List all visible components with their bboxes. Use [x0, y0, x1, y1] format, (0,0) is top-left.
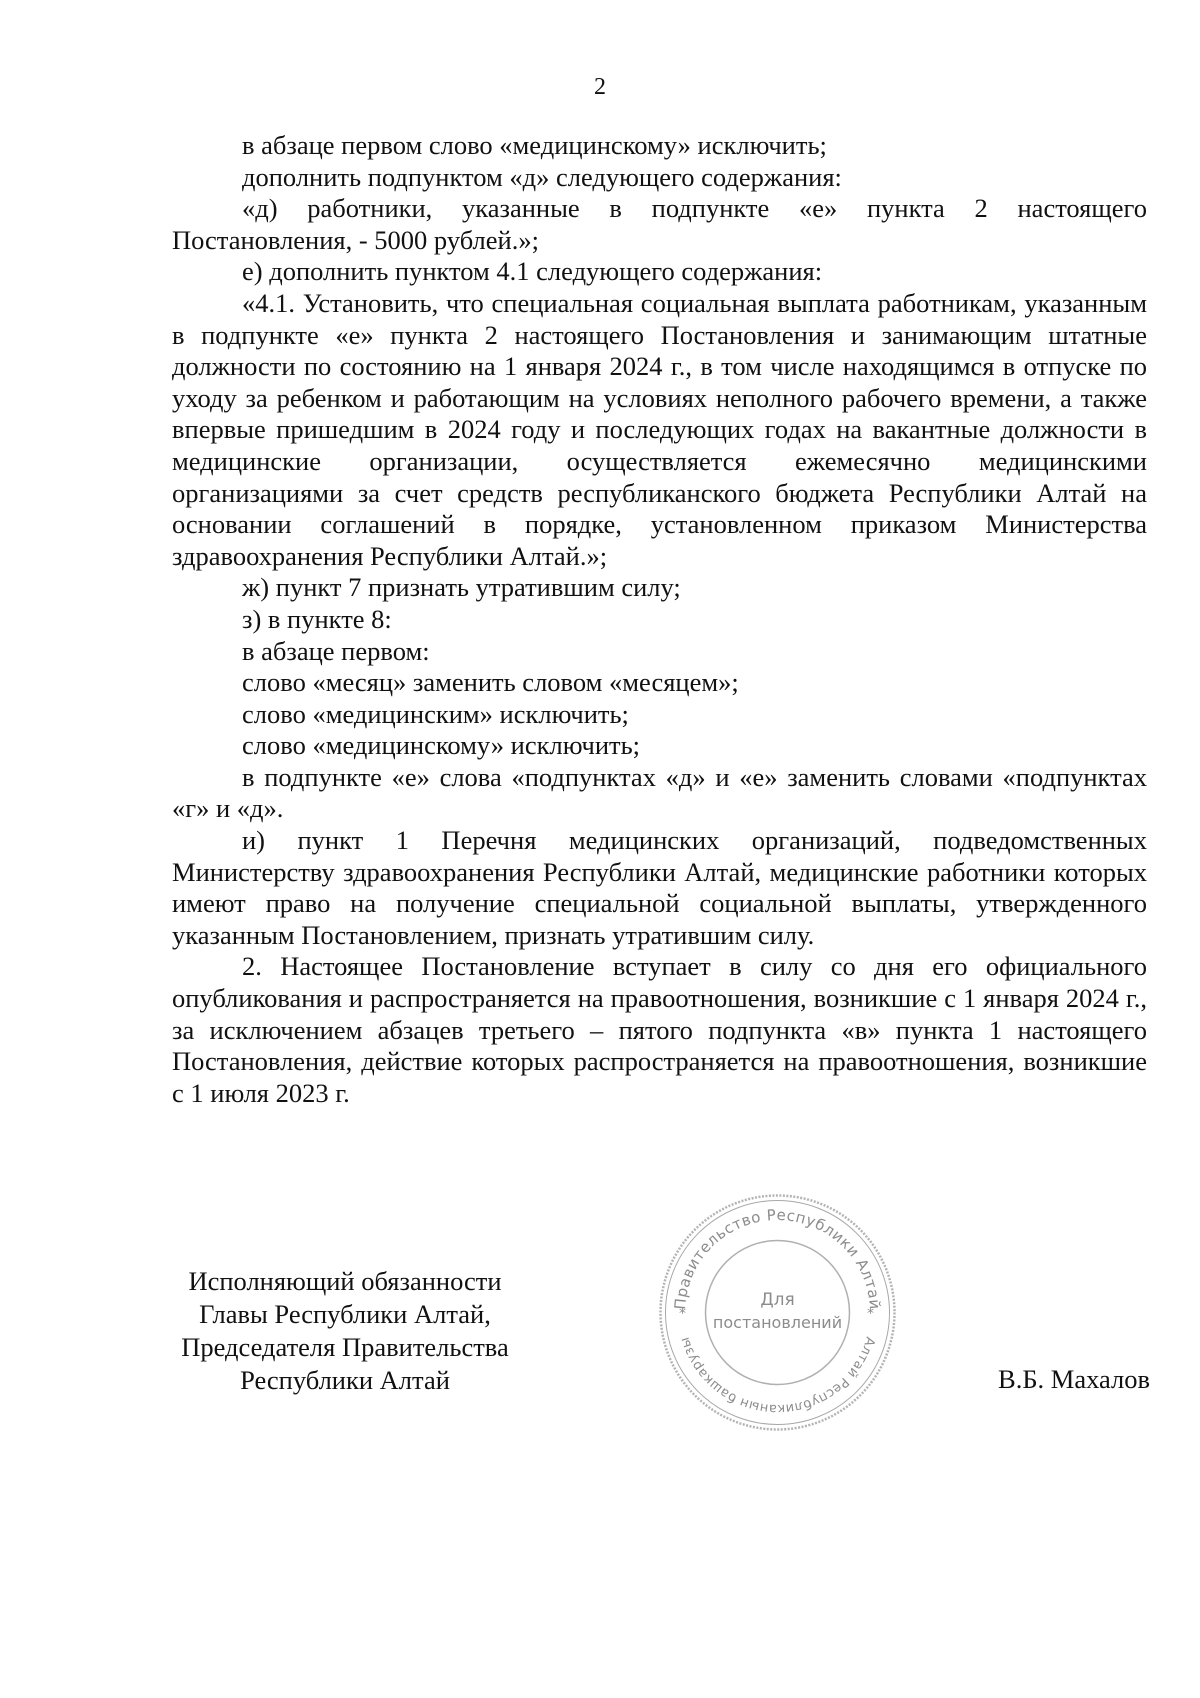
paragraph: в подпункте «е» слова «подпунктах «д» и «е» заменить словами «подпунктах «г» и «д». — [172, 761, 1147, 824]
paragraph: ж) пункт 7 признать утратившим силу; — [242, 572, 681, 603]
signatory-position-line: Председателя Правительства — [181, 1332, 509, 1362]
paragraph: з) в пункте 8: — [242, 603, 392, 634]
official-stamp — [655, 1190, 900, 1435]
star-icon: * — [867, 1306, 874, 1322]
page-number: 2 — [594, 74, 606, 100]
document-body — [172, 130, 1147, 1109]
paragraph: «4.1. Установить, что специальная социальная выплата работникам, указанным в подпункте «е» пункта 2 настоящего Постановления и занимающим штатные должности по состоянию на 1 января 2024 г., в том числе находящимся в отпуске по уходу за ребенком и работающим на условиях неполного рабочего времени, а также впервые пришедшим в 2024 году и последующих годах на вакантные должности в медицинские организации, осуществляется ежемесячно медицинскими организациями за счет средств республиканского бюджета Республики Алтай на основании соглашений в порядке, установленном приказом Министерства здравоохранения Республики Алтай.»; — [172, 287, 1147, 571]
star-icon: * — [679, 1306, 686, 1322]
paragraph: в абзаце первом слово «медицинскому» исключить; — [242, 130, 827, 160]
signatory-name: В.Б. Махалов — [998, 1364, 1150, 1394]
paragraph: и) пункт 1 Перечня медицинских организаций, подведомственных Министерству здравоохранения Республики Алтай, медицинские работники которых имеют право на получение специальной социальной выплаты, утвержденного указанным Постановлением, признать утратившим силу. — [172, 825, 1147, 950]
signatory-position — [160, 1265, 530, 1397]
stamp-center-line: постановлений — [712, 1313, 843, 1332]
paragraph: «д) работники, указанные в подпункте «е» пункта 2 настоящего Постановления, - 5000 рублей.»; — [172, 193, 1147, 255]
signatory-position-line: Республики Алтай — [240, 1365, 450, 1395]
paragraph: дополнить подпунктом «д» следующего содержания: — [242, 161, 842, 192]
signatory-position-line: Исполняющий обязанности — [188, 1266, 502, 1296]
paragraph: 2. Настоящее Постановление вступает в силу со дня его официального опубликования и распространяется на правоотношения, возникшие с 1 января 2024 г., за исключением абзацев третьего – пятого подпункта «в» пункта 1 настоящего Постановления, действие которых распространяется на правоотношения, возникшие с 1 июля 2023 г. — [172, 951, 1147, 1108]
stamp-outer-text-top: Правительство Республики Алтай — [670, 1205, 885, 1311]
stamp-center-line: Для — [760, 1290, 795, 1310]
paragraph: в абзаце первом: — [242, 635, 430, 666]
signatory-position-line: Главы Республики Алтай, — [199, 1299, 491, 1329]
paragraph: е) дополнить пунктом 4.1 следующего содержания: — [242, 256, 823, 287]
paragraph: слово «медицинским» исключить; — [242, 698, 629, 729]
stamp-outer-text-bottom: Алтай Республиканын башкарузы — [677, 1334, 878, 1417]
paragraph: слово «месяц» заменить словом «месяцем»; — [242, 667, 739, 698]
paragraph: слово «медицинскому» исключить; — [242, 730, 641, 761]
